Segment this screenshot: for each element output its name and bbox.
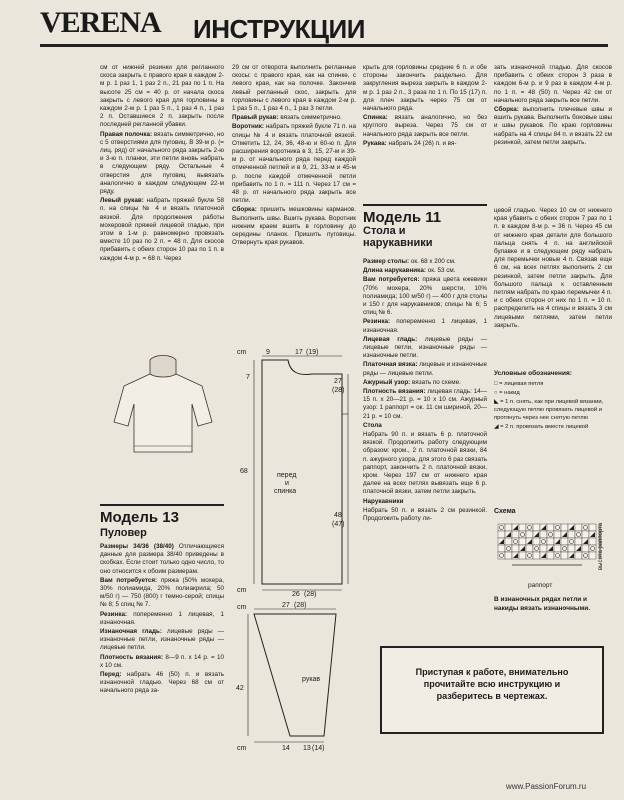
scheme-cell [498, 552, 505, 559]
scheme-cell [526, 524, 533, 531]
col6-text: цевой гладью. Через 10 см от нижнего края убавить с обеих сторон 7 раз по 1 п. в каждом 8-м р. = 36 п. Через 45 см от нижнего края детали для большого пальца снять 4 п. на английской булавке и в следующем ряду набрать для перемычки новые 4 п. Связав еще 6 см, на всех петлях выполнить 2 см резинкой, затем петли закрыть. Для большого пальца к оставленным петлям набрать по краю перемычки 4 п. и с обеих сторон от них по 1 п. = 10 п. распределить на 4 спицы и вязать 3 см лицевыми петлями, затем петли закрыть. [494, 207, 612, 329]
model13-subtitle: Пуловер [100, 527, 147, 539]
scheme-cell [505, 545, 512, 552]
scheme-cell [540, 531, 547, 538]
spec-line [363, 336, 487, 361]
scheme-cell [519, 524, 526, 531]
back-title: Спинка: [363, 114, 388, 122]
notice-box [380, 646, 604, 734]
pattern-top-17: 17 [295, 349, 303, 356]
scheme-cell [561, 545, 568, 552]
scheme-height-label: высота раппорта [598, 522, 604, 570]
scheme-cell [533, 545, 540, 552]
assembly2-text: выполнить плечевые швы и вшить рукава. Выполнить боковые швы и швы рукавов. По краю горловины набрать на 4 спицы 84 п. и вязать 22 см резинкой, затем петли закрыть. [494, 106, 613, 146]
model11-subtitle-2: нарукавники [363, 237, 433, 249]
scheme-cell [498, 545, 505, 552]
spec-key: Ажурный узор: [363, 378, 411, 386]
left-sleeve-title: Левый рукав: [100, 197, 144, 205]
scheme-cell [575, 552, 582, 559]
sweater-illustration [100, 352, 224, 462]
right-front-title: Правая полочка: [100, 130, 153, 138]
scheme-cell [589, 524, 596, 531]
text-column-2 [232, 64, 356, 248]
spec-line [363, 276, 487, 317]
scheme-cell [568, 538, 575, 545]
scheme-cell [526, 531, 533, 538]
spec-line [100, 628, 224, 653]
scheme-cell [512, 538, 519, 545]
spec-value: пряжа цвета ежевики (70% мохера, 20% шерсти, 10% полиамида; 100 м/50 г) — 400 г для столы и 150 г для нарукавников; спицы № 6; 5 спиц № 6. [363, 276, 488, 317]
sleeve-bottom-13: 13 [303, 745, 311, 752]
assembly-title: Сборка: [232, 206, 257, 214]
sleeves-text: набрать 24 (26) п. и вя- [388, 139, 457, 147]
pattern-right-28: (28) [332, 387, 345, 394]
scheme-cell [547, 531, 554, 538]
spec-key: Длина нарукавника: [363, 267, 426, 275]
spec-key: Платочная вязка: [363, 361, 418, 369]
scheme-cell [582, 531, 589, 538]
spec-value: ок. 53 см. [427, 267, 456, 275]
pattern-top-19: (19) [306, 349, 319, 356]
body-pattern-outline [262, 360, 345, 584]
scheme-cell [498, 524, 505, 531]
scheme-rapport-label: раппорт [528, 582, 553, 589]
scheme-cell [554, 545, 561, 552]
spec-key: Размеры 34/36 (38/40) [100, 543, 174, 550]
scheme-cell [575, 524, 582, 531]
spec-key: Перед: [100, 671, 122, 679]
sleeve-label: рукав [302, 676, 321, 683]
legend-title: Условные обозначения: [494, 370, 572, 377]
notice-text: Приступая к работе, внимательно прочитайте всю инструкцию и разберитесь в чертежах. [415, 667, 569, 701]
scheme-title: Схема [494, 508, 516, 515]
page-title: ИНСТРУКЦИИ [193, 14, 365, 44]
spec-key: Резинка: [100, 610, 128, 618]
magazine-logo: VERENA [40, 6, 161, 39]
left-sleeve-text: набрать пряжей букле 58 п. на спицы № 4 и вязать платочной вязкой. Для продолжения работы мохеровой пряжей лицевой гладью, при этом в 1-м р. равномерно провязать вместе 10 раз по 2 п. = 48 п. Для скосов прибавить с обеих сторон 10 раз по 1 п. в каждом 4-м р. = 68 п. Через [100, 197, 224, 262]
legend-text: = 1 п. снять, как при лицевой вязании, следующую петлю провязать лицевой и протянуть через нее снятую петлю [494, 399, 604, 421]
text-column-4 [494, 64, 612, 148]
sweater-collar [150, 356, 176, 378]
spec-line [363, 318, 487, 334]
scheme-cell [540, 545, 547, 552]
spec-line [100, 654, 224, 670]
spec-key: Изнаночная гладь: [100, 628, 163, 636]
pattern-bottom-26: 26 [292, 591, 300, 598]
scheme-grid [498, 524, 600, 565]
spec-line [363, 267, 487, 275]
scheme-cell [526, 552, 533, 559]
scheme-chart [494, 520, 604, 582]
scheme-cell [568, 545, 575, 552]
scheme-cell [505, 524, 512, 531]
right-sleeve-text: вязать симметрично. [280, 114, 342, 122]
legend-item [494, 398, 612, 422]
spec-key: Плотность вязания: [100, 653, 164, 661]
scheme-cell [519, 552, 526, 559]
spec-line [100, 577, 224, 610]
scheme-cell [582, 552, 589, 559]
legend-symbol-icon: □ [494, 381, 498, 387]
header-rule [40, 44, 608, 47]
sleeve-left-42: 42 [236, 685, 244, 692]
model13-text [100, 543, 224, 697]
scheme-cell [589, 538, 596, 545]
spec-key: Вам потребуется: [363, 276, 420, 284]
spec-value: пряжа (50% мохера, 30% полиамида, 20% полиакрила; 50 м/50 г) — 750 (800) г темно-серой; спицы № 8; 5 спиц № 7. [100, 576, 225, 609]
spec-line [100, 611, 224, 627]
scheme-cell [498, 531, 505, 538]
model13-rule [100, 504, 224, 506]
legend-symbol-icon: ○ [494, 390, 498, 396]
spec-line [100, 543, 224, 576]
spec-value: лицевые ряды — изнаночные петли, изнаночные ряды — лицевые петли. [100, 628, 224, 652]
pattern-top-9: 9 [266, 349, 270, 356]
scheme-cell [533, 538, 540, 545]
spec-line [363, 388, 487, 421]
pattern-left-68: 68 [240, 468, 248, 475]
scheme-cell [512, 531, 519, 538]
pattern-bottom-cm: cm [237, 587, 247, 594]
col4-intro: зать изнаночной гладью. Для скосов прибавить с обеих сторон 3 раза в каждом 6-м р. и 9 раз в каждом 4-м р. по 1 п. = 48 (50) п. Через 42 см от начального ряда закрыть все петли. [494, 64, 612, 104]
right-sleeve-title: Правый рукав: [232, 114, 279, 122]
sleeve-pattern-outline [254, 614, 336, 736]
col2-intro: 29 см от отворота выполнить регланные скосы: с правого края, как на спинке, с левого края, как на полочке. Закончив левый регланный скос, закрыть для горловины с левого края в каждом 2-м р. 1 раз 5 п., 1 раз 4 п., 1 раз 3 петли. [232, 64, 356, 113]
spec-value: лицевые ряды — лицевые петли, изнаночные ряды — изнаночные петли. [363, 335, 487, 360]
scheme-cell [561, 524, 568, 531]
scheme-cell [505, 552, 512, 559]
sleeve-bottom-cm: cm [237, 745, 247, 752]
scheme-cell [533, 552, 540, 559]
scheme-cell [589, 545, 596, 552]
legend-item [494, 423, 612, 431]
col1-intro: см от нижней резинки для регланного скоса закрыть с правого края в каждом 2-м р. 1 раз 1, 1 раз 2 п., 21 раз по 1 п. На высоте 25 см = 40 р. от начала скоса закрыть с левого края для горловины в каждом 2-м р. 1 раз 5 п., 1 раз 4 п., 1 раз 2 п. Оставшиеся 2 п. закрыть после последней регланной убавки. [100, 64, 224, 129]
spec-value: попеременно 1 лицевая, 1 изнаночная. [363, 318, 487, 334]
scheme-cell [519, 538, 526, 545]
sleeve-bottom-14: 14 [282, 745, 290, 752]
col3-intro: крыть для горловины средние 6 п. и обе стороны закончить раздельно. Для закругления выреза закрыть в каждом 2-м р. 1 раз 2 п., 3 раза по 1 п. По 15 (17) п. для плеч закрыть через 75 см от начального ряда. [363, 64, 487, 113]
spec-value: набрать 46 (50) п. и вязать изнаночной гладью. Через 68 см от начального ряда за- [100, 671, 225, 695]
pattern-right-47: (47) [332, 521, 345, 528]
model11-rule [363, 204, 487, 206]
model11-heading [363, 210, 487, 249]
spec-key: Плотность вязания: [363, 388, 426, 396]
legend-text: = 2 п. провязать вместе лицевой [500, 424, 589, 430]
scheme-cell [547, 552, 554, 559]
legend-symbol-icon: ◢ [494, 424, 499, 430]
assembly-text: пришить мешковины карманов. Выполнить швы. Вшить рукава. Воротник нижним краем вшить в горловину до середины планок. Пришить пуговицы. Отвернуть края рукавов. [232, 206, 357, 247]
scheme-cell [575, 538, 582, 545]
sleeve-bottom-14b: (14) [312, 745, 325, 752]
spec-key: Размер столы: [363, 258, 410, 265]
model11-title: Модель 11 [363, 209, 442, 226]
scheme-cell [526, 545, 533, 552]
spec-value: ок. 68 х 200 см. [410, 258, 456, 265]
legend-text: = накид [499, 390, 520, 396]
body-label-and: и [285, 480, 289, 487]
scheme-cell [568, 531, 575, 538]
spec-line [363, 379, 487, 387]
sleeve-top-28: (28) [294, 602, 307, 609]
spec-key: Лицевая гладь: [363, 335, 418, 343]
scheme-cell [575, 531, 582, 538]
scheme-cell [547, 538, 554, 545]
spec-value: лицевые и изнаночные ряды — лицевые петли. [363, 361, 488, 377]
pattern-bottom-28: (28) [304, 591, 317, 598]
scheme-cell [561, 538, 568, 545]
scheme-cell [540, 538, 547, 545]
stola-title: Стола [363, 421, 382, 429]
pattern-right-48: 48 [334, 512, 342, 519]
legend [494, 370, 612, 432]
sleeve-top-cm: cm [237, 604, 247, 611]
model11-text [363, 258, 487, 524]
armwarmers-title: Нарукавники [363, 497, 404, 505]
pattern-drawing [232, 352, 356, 754]
text-column-1 [100, 64, 224, 264]
spec-value: лицевая гладь: 14—15 п. х 20—21 р. = 10 х 10 см. Ажурный узор: 1 раппорт = ок. 11 см шириной, 20—21 р. = 10 см. [363, 388, 488, 420]
right-front-text: вязать симметрично, но с 5 отверстиями для пуговиц. В 39-м р. (= лиц. ряд) от начального ряда закрыть 2-ю и 3-ю п. планки, эти петли вновь набрать в следующем ряду. Остальные 4 отверстия для пуговиц вывязать аналогично в каждом следующем 22-м ряду. [100, 130, 225, 196]
collar-text: набрать пряжей букле 71 п. на спицы № 4 и вязать платочной вязкой. Отметить 12, 24, 36, 48-ю и 60-ю п. Для расширения воротника в 3, 15, 27-м и 39-м р. от начального ряда перед каждой отмеченной петлей и в 9, 21, 33-м и 45-м р. после каждой отмеченной петли прибавить по 1 п. = 111 п. Через 17 см = 48 р. от начального ряда закрыть все петли. [232, 123, 357, 205]
scheme-cell [505, 538, 512, 545]
scheme-cell [582, 545, 589, 552]
legend-text: = лицевая петля [499, 381, 544, 387]
watermark: www.PassionForum.ru [506, 782, 587, 791]
scheme-block [494, 508, 612, 515]
model13-title: Модель 13 [100, 509, 179, 526]
scheme-cell [547, 524, 554, 531]
scheme-cell [512, 545, 519, 552]
text-column-6 [494, 207, 612, 331]
legend-symbol-icon: ◣ [494, 399, 499, 405]
spec-value: вязать по схеме. [412, 378, 461, 386]
stola-text: Набрать 90 п. и вязать 6 р. платочной вязкой. Продолжить работу следующим образом: кром., 2 п. платочной вязки, 84 п. ажурного узора, для этого 6 раз связать раппорт, закончить 2 п. платочной вязки, кром. Через 197 см от нижнего края далее на всех петлях вывязать еще 6 р. платочной вязки, затем петли закрыть. [363, 431, 488, 496]
pattern-left-7: 7 [246, 374, 250, 381]
sleeve-top-27: 27 [282, 602, 290, 609]
scheme-cell [554, 552, 561, 559]
assembly2-title: Сборка: [494, 106, 519, 114]
spec-key: Резинка: [363, 318, 391, 326]
text-column-3 [363, 64, 487, 149]
scheme-cell [561, 552, 568, 559]
spec-value: попеременно 1 лицевая, 1 изнаночная. [100, 610, 224, 626]
legend-item [494, 380, 612, 388]
scheme-cell [519, 531, 526, 538]
scheme-cell [589, 552, 596, 559]
legend-item [494, 389, 612, 397]
body-label-front: перед [277, 472, 297, 479]
back-text: вязать аналогично, но без круглого выреза. Через 75 см от начального ряда закрыть все петли. [363, 114, 487, 138]
model11-subtitle-1: Стола и [363, 225, 406, 237]
spec-key: Вам потребуется: [100, 576, 158, 584]
collar-title: Воротник: [232, 123, 264, 131]
body-label-back: спинка [274, 488, 297, 495]
scheme-cell [554, 524, 561, 531]
spec-line [363, 258, 487, 266]
scheme-caption: В изнаночных рядах петли и накиды вязать изнаночными. [494, 596, 591, 612]
spec-line [363, 361, 487, 377]
sleeves-title: Рукава: [363, 139, 387, 147]
spec-value: Отличающиеся данные для размера 38/40 приведены в скобках. Если стоит только одно число, то оно относится к обоим размерам. [100, 543, 225, 575]
pattern-top-cm: cm [237, 349, 247, 356]
armwarmers-text: Набрать 50 п. и вязать 2 см резинкой. Продолжить работу ли- [363, 506, 487, 523]
scheme-cell [554, 531, 561, 538]
scheme-cell [533, 524, 540, 531]
scheme-cell [582, 524, 589, 531]
spec-value: 8—9 п. х 14 р. = 10 х 10 см. [100, 653, 224, 669]
pattern-right-27: 27 [334, 378, 342, 385]
spec-line [100, 671, 224, 696]
